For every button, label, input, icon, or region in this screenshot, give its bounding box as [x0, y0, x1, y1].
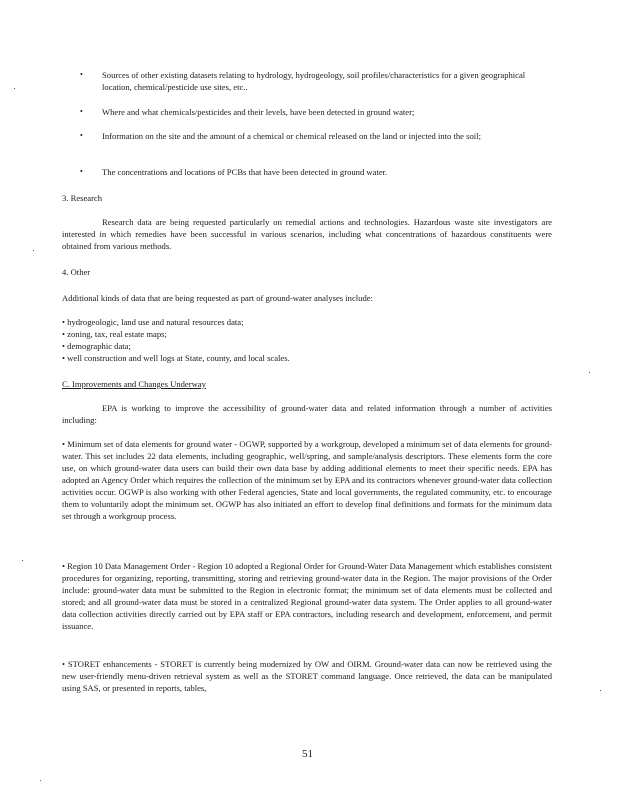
list-item: • zoning, tax, real estate maps; — [62, 329, 167, 339]
page-number: 51 — [302, 748, 313, 760]
bullet-text: Information on the site and the amount of a chemical or chemical released on the land or injected into the soil; — [102, 131, 481, 141]
list-item: • hydrogeologic, land use and natural resources data; — [62, 317, 244, 327]
scan-speck — [589, 372, 590, 373]
research-body: Research data are being requested particularly on remedial actions and technologies. Hazardous waste site investigators are interested in which remedies have been successful in various scenarios, including what concentrations of hazardous constituents were obtained from various methods. — [62, 217, 552, 251]
minimum-set-paragraph: • Minimum set of data elements for ground water - OGWP, supported by a workgroup, developed a minimum set of data elements for ground-water. This set includes 22 data elements, including geographic, well/spring, and sample/analysis descriptors. These elements form the core use, on which ground-water data users can build their own data base by adding additional elements to meet their specific needs. EPA has adopted an Agency Order which requires the collection of the minimum set by EPA and its contractors whenever ground-water data collection activities occur. OGWP is also working with other Federal agencies, State and local governments, the regulated community, etc. to encourage them to voluntarily adopt the minimum set. OGWP has also initiated an effort to develop final definitions and formats for the minimum data set through a workgroup process. — [62, 439, 552, 521]
list-item: • demographic data; — [62, 341, 131, 351]
list-item: • well construction and well logs at State, county, and local scales. — [62, 353, 290, 363]
scan-speck — [14, 88, 15, 89]
improvements-intro — [62, 402, 552, 426]
section-heading-research: 3. Research — [62, 193, 103, 203]
storet-paragraph: • STORET enhancements - STORET is currently being modernized by OW and OIRM. Ground-water data can now be retrieved using the new user-friendly menu-driven retrieval system as well as the STORET command language. Once retrieved, the data can be manipulated using SAS, or presented in reports, tables, — [62, 659, 552, 693]
bullet-marker: • — [80, 107, 83, 116]
bullet-marker: • — [80, 70, 83, 79]
improvements-intro-text: EPA is working to improve the accessibility of ground-water data and related information through a number of activities including: — [62, 403, 552, 425]
bullet-text: The concentrations and locations of PCBs that have been detected in ground water. — [102, 167, 388, 177]
section-heading-improvements: C. Improvements and Changes Underway — [62, 379, 206, 389]
other-intro: Additional kinds of data that are being requested as part of ground-water analyses include: — [62, 293, 373, 303]
scan-speck — [33, 250, 34, 251]
scan-speck — [40, 780, 41, 781]
section-heading-other: 4. Other — [62, 267, 91, 277]
bullet-text: Sources of other existing datasets relating to hydrology, hydrogeology, soil profiles/characteristics for a given geographical location, chemical/pesticide use sites, etc.. — [102, 70, 526, 92]
research-paragraph — [62, 216, 552, 252]
bullet-marker: • — [80, 167, 83, 176]
region10-paragraph: • Region 10 Data Management Order - Region 10 adopted a Regional Order for Ground-Water Data Management which establishes consistent procedures for organizing, reporting, transmitting, storing and retrieving ground-water data in the Region. The major provisions of the Order include: ground-water data must be submitted to the Region in electronic format; the minimum set of data elements must be collected and stored; and all ground-water data must be stored in a centralized Regional ground-water data system. The Order applies to all ground-water data collection activities directly carried out by EPA staff or EPA contractors, including research and development, enforcement, and permit issuance. — [62, 561, 552, 631]
scan-speck — [22, 560, 23, 561]
bullet-text: Where and what chemicals/pesticides and their levels, have been detected in ground water; — [102, 107, 415, 117]
bullet-marker: • — [80, 131, 83, 140]
other-list — [62, 316, 542, 364]
scan-speck — [600, 690, 601, 691]
